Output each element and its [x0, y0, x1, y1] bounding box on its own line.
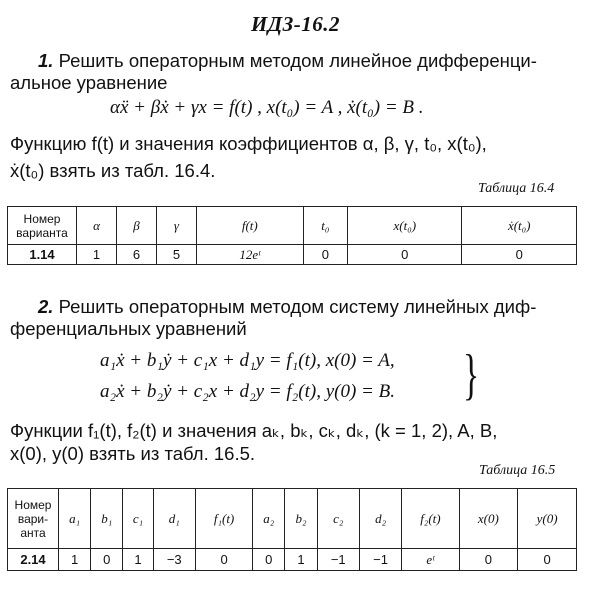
problem2-text1: Решить операторным методом систему линейных диф- — [58, 296, 537, 317]
table1-cell: 0 — [348, 245, 462, 265]
table1-header: Номер варианта — [8, 207, 77, 245]
table1-caption: Таблица 16.4 — [478, 181, 555, 196]
table2-row — [8, 549, 577, 571]
table1-header: β — [116, 207, 156, 245]
table2-header: d₁ — [153, 489, 195, 549]
problem2-line1 — [38, 296, 536, 318]
table2-cell: 0 — [518, 549, 577, 571]
problem2-line4: x(0), y(0) взять из табл. 16.5. — [10, 443, 256, 464]
problem1-number: 1. — [38, 50, 54, 71]
table2-header: a₂ — [253, 489, 285, 549]
table-16-5 — [7, 488, 577, 571]
table1-cell: 1.14 — [8, 245, 77, 265]
table1-header: γ — [156, 207, 196, 245]
table-16-4 — [7, 206, 577, 265]
table2-header: b₁ — [91, 489, 123, 549]
problem1-text1: Решить операторным методом линейное дифференци- — [58, 50, 537, 71]
table2-cell: 1 — [285, 549, 317, 571]
table2-cell: eᵗ — [402, 549, 459, 571]
problem2-line3: Функции f₁(t), f₂(t) и значения aₖ, bₖ, cₖ, dₖ, (k = 1, 2), A, B, — [10, 420, 498, 441]
table2-header: b₂ — [285, 489, 317, 549]
table1-cell: 6 — [116, 245, 156, 265]
table2-header: c₁ — [123, 489, 153, 549]
table1-cell: 1 — [77, 245, 117, 265]
table1-header: f(t) — [196, 207, 303, 245]
table2-cell: 0 — [91, 549, 123, 571]
problem1-line1 — [38, 50, 537, 72]
table2-cell: 1 — [59, 549, 91, 571]
table1-cell: 0 — [303, 245, 347, 265]
table2-header: y(0) — [518, 489, 577, 549]
table2-header: a₁ — [59, 489, 91, 549]
table2-cell: 1 — [123, 549, 153, 571]
problem1-line3: Функцию f(t) и значения коэффициентов α, β, γ, t₀, x(t₀), — [10, 133, 487, 154]
table2-header: Номер вари-анта — [8, 489, 59, 549]
table1-cell: 12eᵗ — [196, 245, 303, 265]
problem2-eq1: a₁ẋ + b₁ẏ + c₁x + d₁y = f₁(t), x(0) = A, — [100, 350, 395, 371]
table1-header: t₀ — [303, 207, 347, 245]
table2-header: f₂(t) — [402, 489, 459, 549]
table2-header-row — [8, 489, 577, 549]
table1-header: x(t₀) — [348, 207, 462, 245]
table2-cell: 0 — [459, 549, 518, 571]
table2-header: f₁(t) — [195, 489, 252, 549]
table1-row — [8, 245, 577, 265]
table1-header: ẋ(t₀) — [462, 207, 577, 245]
table2-header: c₂ — [317, 489, 359, 549]
table1-header: α — [77, 207, 117, 245]
problem1-line2: альное уравнение — [10, 72, 168, 93]
problem1-line4: ẋ(t₀) взять из табл. 16.4. — [10, 160, 216, 181]
table2-cell: −3 — [153, 549, 195, 571]
table2-caption: Таблица 16.5 — [479, 463, 556, 478]
table2-cell: 0 — [253, 549, 285, 571]
table2-cell: −1 — [317, 549, 359, 571]
table2-header: d₂ — [359, 489, 401, 549]
system-brace: } — [463, 344, 480, 406]
table2-cell: −1 — [359, 549, 401, 571]
table2-cell: 2.14 — [8, 549, 59, 571]
problem2-eq2: a₂ẋ + b₂ẏ + c₂x + d₂y = f₂(t), y(0) = B. — [100, 381, 395, 402]
problem2-number: 2. — [38, 296, 54, 317]
table1-cell: 5 — [156, 245, 196, 265]
page-title: ИДЗ-16.2 — [250, 12, 341, 36]
problem1-equation: αẍ + βẋ + γx = f(t) , x(t₀) = A , ẋ(t₀) = B . — [110, 97, 424, 118]
table2-header: x(0) — [459, 489, 518, 549]
table1-cell: 0 — [462, 245, 577, 265]
problem2-line2: ференциальных уравнений — [10, 318, 247, 339]
table2-cell: 0 — [195, 549, 252, 571]
table1-header-row — [8, 207, 577, 245]
